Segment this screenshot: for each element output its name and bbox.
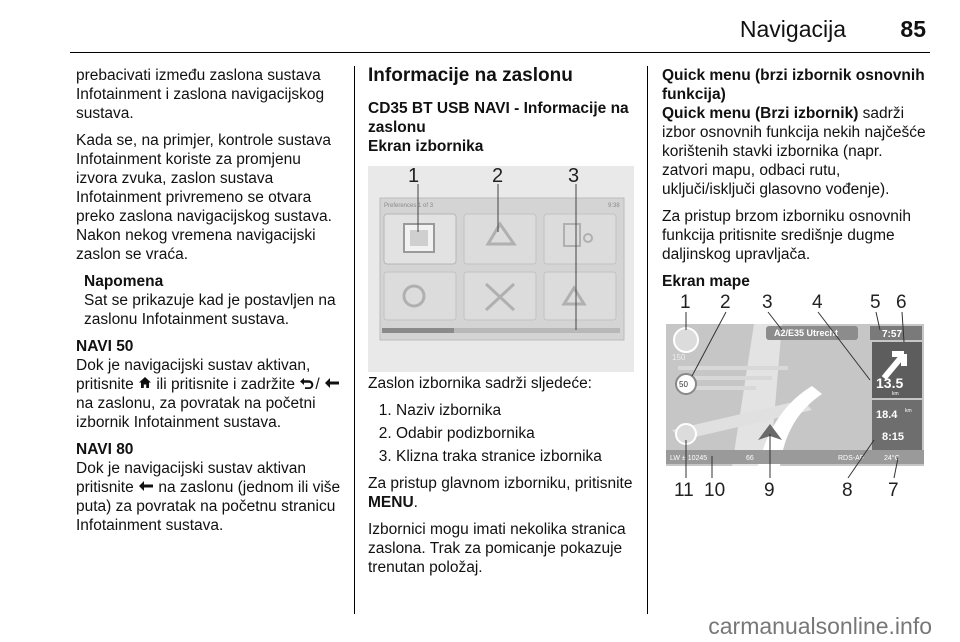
callout-label: 1 <box>680 292 691 313</box>
map-bottom-left: LW ± 10245 <box>670 455 708 462</box>
paragraph-navi80: Dok je navigacijski sustav aktivan pritisnite na zaslonu (jednom ili više puta) za povratak na početnu stranicu Infotainment sustava. <box>76 460 341 534</box>
back-arrow-icon <box>324 377 340 389</box>
note-title: Napomena <box>84 273 164 290</box>
callout-label: 2 <box>492 166 504 187</box>
menu-items-list <box>368 401 636 466</box>
footer-watermark: carmanualsonline.info <box>708 613 932 639</box>
column-divider-2 <box>647 66 648 614</box>
callout-label: 2 <box>720 292 731 313</box>
back-arrow-icon <box>138 480 154 492</box>
menu-key: MENU <box>368 494 414 511</box>
note-box <box>76 272 344 329</box>
subheading: CD35 BT USB NAVI - Informacije na zaslonu <box>368 100 629 136</box>
paragraph: prebacivati između zaslona sustava Infotainment i zaslona navigacijskog sustava. <box>76 67 325 122</box>
map-speed-limit-1: 150 <box>672 353 686 362</box>
map-remaining-unit: km <box>905 408 912 414</box>
paragraph-menu: Za pristup glavnom izborniku, pritisnite MENU. <box>368 475 633 511</box>
back-u-turn-icon <box>299 377 315 389</box>
paragraph-intro: Zaslon izbornika sadrži sljedeće: <box>368 375 592 392</box>
paragraph: Kada se, na primjer, kontrole sustava Infotainment koriste za promjenu izvora zvuka, zaslon sustava Infotainment privremeno se otvara preko zaslona navigacijskog sustava. Nakon nekog vremena navigacijski zaslon se vraća. <box>76 132 332 263</box>
paragraph: Za pristup brzom izborniku osnovnih funkcija pritisnite središnje dugme daljinskog upravljača. <box>662 208 911 263</box>
list-item: 1. Naziv izbornika <box>396 401 636 420</box>
screen-clock: 9:38 <box>608 203 620 209</box>
section-heading: Informacije na zaslonu <box>368 65 573 86</box>
quick-menu-heading: Quick menu (brzi izbornik osnovnih funkcija) <box>662 67 925 103</box>
callout-label: 6 <box>896 292 907 313</box>
callout-label: 3 <box>568 166 580 187</box>
map-rds-af: RDS-AF <box>838 455 865 462</box>
callout-label: 7 <box>888 480 899 498</box>
list-item: 2. Odabir podizbornika <box>396 424 636 443</box>
note-text: Sat se prikazuje kad je postavljen na zaslonu Infotainment sustava. <box>84 292 336 328</box>
callout-label: 5 <box>870 292 881 313</box>
paragraph-quick-menu: Quick menu (Brzi izbornik) sadrži izbor osnovnih funkcija nekih najčešće korištenih stavki izbornika (napr. zatvori mapu, odbaci rutu, uključi/isključi glasovno vođenje). <box>662 105 926 198</box>
map-screen-illustration <box>662 290 926 498</box>
map-remaining-distance: 18.4 <box>876 409 898 421</box>
map-distance-unit: km <box>892 391 899 397</box>
map-bottom-mid: 66 <box>746 455 754 462</box>
callout-label: 1 <box>408 166 420 187</box>
map-screen-title: Ekran mape <box>662 273 750 290</box>
section-title-navi80: NAVI 80 <box>76 441 134 458</box>
menu-screen-illustration <box>368 166 634 372</box>
callout-label: 9 <box>764 480 775 498</box>
column-divider-1 <box>354 66 355 614</box>
callout-label: 4 <box>812 292 823 313</box>
callout-label: 11 <box>674 480 694 498</box>
home-icon <box>138 376 152 389</box>
column-3 <box>662 66 932 291</box>
page-title: Navigacija <box>739 16 846 42</box>
map-speed-limit-2: 50 <box>679 380 688 389</box>
section-title-navi50: NAVI 50 <box>76 338 134 355</box>
callout-label: 8 <box>842 480 853 498</box>
callout-label: 3 <box>762 292 773 313</box>
paragraph: Izbornici mogu imati nekolika stranica zaslona. Trak za pomicanje pokazuje trenutan položaj. <box>368 521 626 576</box>
list-item: 3. Klizna traka stranice izbornika <box>396 447 636 466</box>
map-next-turn-distance: 13.5 <box>876 375 904 391</box>
page-header <box>70 0 930 53</box>
callout-label: 10 <box>704 480 726 498</box>
map-clock: 7:57 <box>882 329 903 340</box>
menu-screen-title: Ekran izbornika <box>368 138 484 155</box>
map-temperature: 24°C <box>884 455 900 462</box>
column-1 <box>76 66 344 543</box>
screen-menu-title: Preferences 1 of 3 <box>384 203 434 209</box>
map-road-name: A2/E35 Utrecht <box>774 328 839 338</box>
paragraph-navi50: Dok je navigacijski sustav aktivan, pritisnite ili pritisnite i zadržite / na zaslonu, za povratak na početni izbornik Infotainment sustava. <box>76 356 344 432</box>
map-arrival-time: 8:15 <box>882 431 905 443</box>
page-number: 85 <box>900 16 926 42</box>
